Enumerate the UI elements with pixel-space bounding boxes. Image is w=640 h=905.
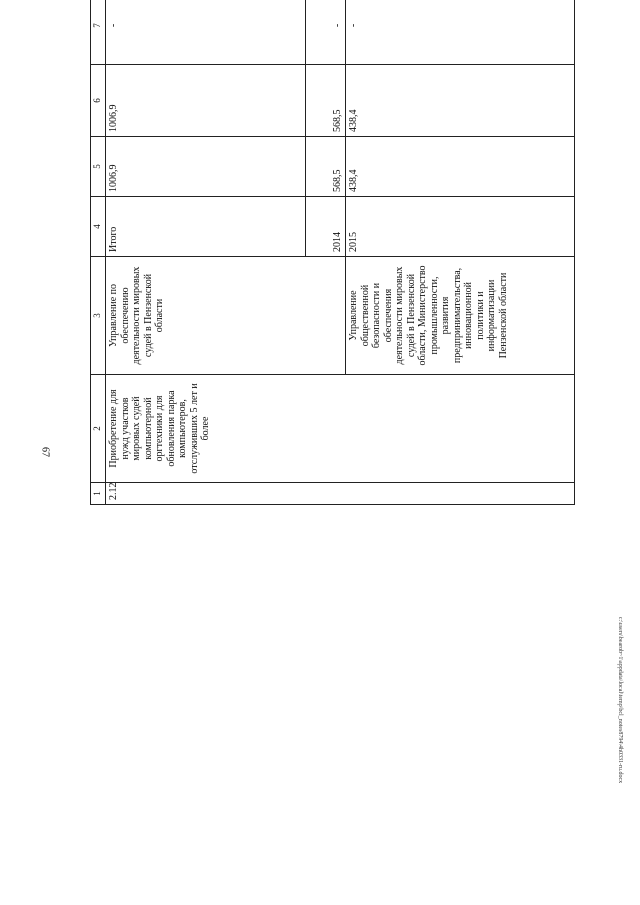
- header-cell: 3: [91, 257, 106, 375]
- event-name: Приобретение для нужд участков мировых судей компьютерной оргтехники для обновления парка компьютеров, отслуживших 5 лет и более: [106, 375, 575, 483]
- y2015-c7: -: [346, 0, 575, 65]
- table-row-total: [106, 0, 306, 505]
- header-cell: 1: [91, 483, 106, 505]
- y2014-c7: -: [306, 0, 346, 65]
- header-cell: 2: [91, 375, 106, 483]
- total-c7: -: [106, 0, 306, 65]
- page-number: 67: [39, 447, 51, 457]
- year-total: Итого: [106, 197, 306, 257]
- header-row: [91, 0, 106, 505]
- year-2014: 2014: [306, 197, 346, 257]
- header-cell: 4: [91, 197, 106, 257]
- total-c6: 1006,9: [106, 65, 306, 137]
- footer-file-path: c:\users\bearob~1\appdata\local\temp\bcl_notes8794\4h0331-ru.docx: [617, 616, 623, 784]
- y2015-c5: 438,4: [346, 137, 575, 197]
- total-c5: 1006,9: [106, 137, 306, 197]
- year-2015: 2015: [346, 197, 575, 257]
- y2014-c6: 568,5: [306, 65, 346, 137]
- header-cell: 6: [91, 65, 106, 137]
- executor-2: Управление общественной безопасности и обеспечения деятельности мировых судей в Пензенской области, Министерство промышленности, развития предпринимательства, инновационной политики и информатизации Пензенской области: [346, 257, 575, 375]
- y2015-c6: 438,4: [346, 65, 575, 137]
- y2014-c5: 568,5: [306, 137, 346, 197]
- header-cell: 7: [91, 0, 106, 65]
- rotated-table-area: [90, 20, 575, 885]
- row-number: 2.12: [106, 483, 575, 505]
- program-table: [90, 0, 575, 505]
- header-cell: 5: [91, 137, 106, 197]
- executor-1: Управление по обеспечению деятельности мировых судей в Пензенской области: [106, 257, 346, 375]
